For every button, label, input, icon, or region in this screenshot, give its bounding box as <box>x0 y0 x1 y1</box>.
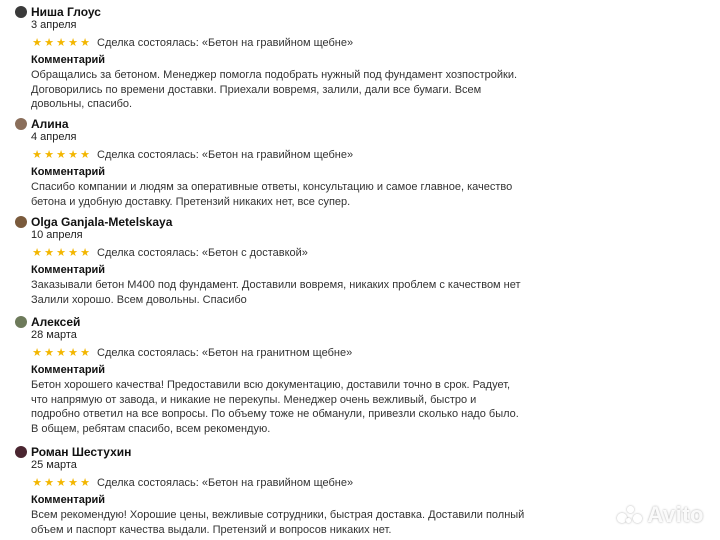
avatar[interactable] <box>15 316 27 328</box>
review-date: 10 апреля <box>31 229 83 241</box>
avatar[interactable] <box>15 446 27 458</box>
star-icon: ★ <box>80 346 90 359</box>
deal-status: Сделка состоялась: «Бетон на гравийном щебне» <box>97 37 354 49</box>
comment-line: подробно ответил на все вопросы. По объему тоже не обманули, привезли сколько надо было. <box>31 408 519 420</box>
rating-stars <box>31 478 91 489</box>
star-icon: ★ <box>44 36 54 49</box>
avatar[interactable] <box>15 6 27 18</box>
comment-line: Договорились по времени доставки. Приехали вовремя, залили, дали все бумаги. Всем <box>31 83 482 96</box>
star-icon: ★ <box>56 246 66 259</box>
comment-line: что напрямую от завода, и никакие не перекупы. Менеджер очень вежливый, быстро и <box>31 393 477 406</box>
star-icon: ★ <box>32 476 42 489</box>
star-icon: ★ <box>68 476 78 489</box>
deal-row <box>31 148 353 162</box>
comment-title: Комментарий <box>31 166 106 178</box>
star-icon: ★ <box>56 346 66 359</box>
comment-title: Комментарий <box>31 494 106 506</box>
deal-status: Сделка состоялась: «Бетон с доставкой» <box>97 247 308 259</box>
review-date: 28 марта <box>31 329 77 341</box>
reviewer-name[interactable]: Ниша Глоус <box>31 5 101 19</box>
star-icon: ★ <box>80 36 90 49</box>
reviewer-name[interactable]: Алексей <box>31 315 81 329</box>
star-icon: ★ <box>32 246 42 259</box>
star-icon: ★ <box>68 148 78 161</box>
comment-line: Спасибо компании и людям за оперативные ответы, консультацию и самое главное, качество <box>31 181 513 193</box>
deal-status: Сделка состоялась: «Бетон на гравийном щебне» <box>97 477 354 489</box>
review-date: 3 апреля <box>31 19 77 31</box>
deal-row <box>31 346 352 360</box>
star-icon: ★ <box>44 148 54 161</box>
comment-line: Залили хорошо. Всем довольны. Спасибо <box>31 293 247 306</box>
deal-row <box>31 476 353 490</box>
star-icon: ★ <box>44 476 54 489</box>
avito-wordmark: Avito <box>647 502 704 527</box>
star-icon: ★ <box>80 246 90 259</box>
review-date: 4 апреля <box>31 131 77 143</box>
star-icon: ★ <box>80 476 90 489</box>
comment-title: Комментарий <box>31 364 106 376</box>
comment-title: Комментарий <box>31 264 106 276</box>
star-icon: ★ <box>68 246 78 259</box>
star-icon: ★ <box>56 148 66 161</box>
comment-line: В общем, ребятам спасибо, всем рекомендую. <box>31 422 271 435</box>
star-icon: ★ <box>32 36 42 49</box>
reviewer-name[interactable]: Olga Ganjala-Metelskaya <box>31 215 173 229</box>
deal-row <box>31 36 353 50</box>
comment-line: Бетон хорошего качества! Предоставили всю документацию, доставили точно в срок. Радует, <box>31 379 511 391</box>
comment-line: Обращались за бетоном. Менеджер помогла подобрать нужный под фундамент хозпостройки. <box>31 69 518 81</box>
avatar[interactable] <box>15 216 27 228</box>
review-date: 25 марта <box>31 459 77 471</box>
rating-stars <box>31 248 91 259</box>
comment-title: Комментарий <box>31 54 106 66</box>
avatar[interactable] <box>15 118 27 130</box>
comment-line: Всем рекомендую! Хорошие цены, вежливые сотрудники, быстрая доставка. Доставили полный <box>31 509 525 521</box>
avito-watermark <box>617 502 704 528</box>
star-icon: ★ <box>80 148 90 161</box>
rating-stars <box>31 38 91 49</box>
rating-stars <box>31 150 91 161</box>
star-icon: ★ <box>32 148 42 161</box>
deal-status: Сделка состоялась: «Бетон на гранитном щебне» <box>97 347 353 359</box>
deal-row <box>31 246 308 260</box>
star-icon: ★ <box>56 476 66 489</box>
comment-line: бетона и удобную доставку. Претензий никаких нет, все супер. <box>31 195 351 208</box>
reviewer-name[interactable]: Роман Шестухин <box>31 445 132 459</box>
comment-line: Заказывали бетон М400 под фундамент. Доставили вовремя, никаких проблем с качеством нет <box>31 279 521 291</box>
avito-logo-icon <box>617 504 643 526</box>
star-icon: ★ <box>44 346 54 359</box>
rating-stars <box>31 348 91 359</box>
star-icon: ★ <box>44 246 54 259</box>
deal-status: Сделка состоялась: «Бетон на гравийном щебне» <box>97 149 354 161</box>
star-icon: ★ <box>32 346 42 359</box>
reviewer-name[interactable]: Алина <box>31 117 69 131</box>
comment-line: объем и паспорт качества выдали. Претензий и вопросов никаких нет. <box>31 523 392 536</box>
star-icon: ★ <box>68 346 78 359</box>
star-icon: ★ <box>56 36 66 49</box>
star-icon: ★ <box>68 36 78 49</box>
comment-line: довольны, спасибо. <box>31 98 133 110</box>
